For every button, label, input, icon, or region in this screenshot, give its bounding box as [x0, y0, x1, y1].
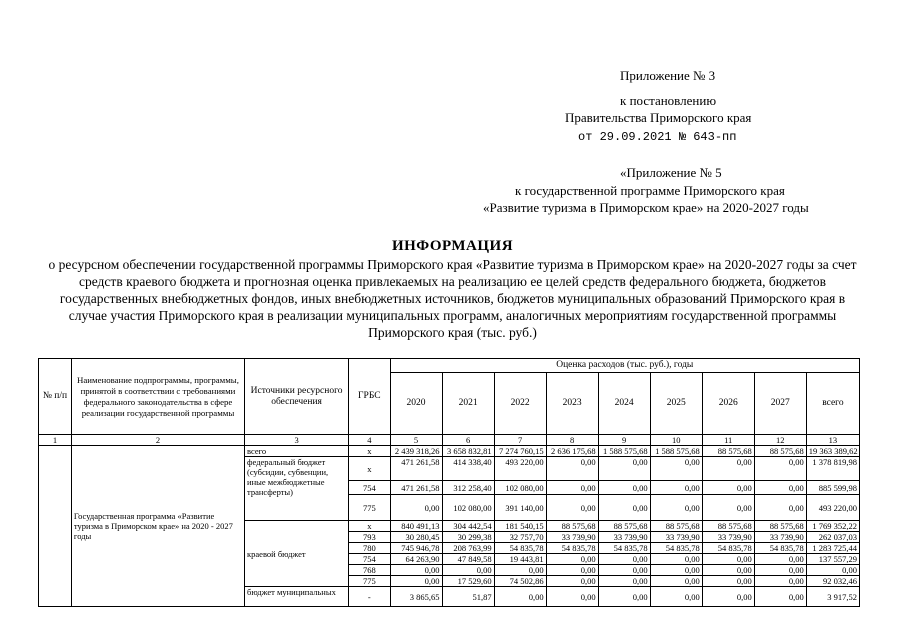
value-cell: 88 575,68	[650, 521, 702, 532]
value-cell: 33 739,90	[546, 532, 598, 543]
value-cell: 33 739,90	[702, 532, 754, 543]
value-cell: 0,00	[598, 554, 650, 565]
value-cell: 0,00	[754, 495, 806, 521]
value-cell: 64 263,90	[390, 554, 442, 565]
value-cell: 54 835,78	[598, 543, 650, 554]
value-cell: 3 658 832,81	[442, 446, 494, 457]
value-cell: 74 502,86	[494, 576, 546, 587]
document-title: ИНФОРМАЦИЯ	[391, 238, 514, 254]
index-cell: 7	[494, 435, 546, 446]
year-header: 2026	[702, 373, 754, 435]
value-cell: 0,00	[546, 576, 598, 587]
value-cell: 471 261,58	[390, 481, 442, 495]
col-header-name: Наименование подпрограммы, программы, принятой в соответствии с требованиями федерального законодательства в сфере реализации государственной программы	[71, 359, 244, 435]
value-cell: 0,00	[598, 565, 650, 576]
value-cell: 0,00	[650, 565, 702, 576]
value-cell: 2 636 175,68	[546, 446, 598, 457]
value-cell: 0,00	[754, 587, 806, 607]
grbs-cell: 775	[349, 576, 390, 587]
value-cell: 3 865,65	[390, 587, 442, 607]
value-cell: 2 439 318,26	[390, 446, 442, 457]
value-cell: 1 283 725,44	[806, 543, 859, 554]
value-cell: 0,00	[754, 481, 806, 495]
value-cell: 0,00	[650, 554, 702, 565]
value-cell: 54 835,78	[494, 543, 546, 554]
value-cell: 137 557,29	[806, 554, 859, 565]
source-total: всего	[245, 446, 349, 457]
value-cell: 0,00	[546, 481, 598, 495]
value-cell: 304 442,54	[442, 521, 494, 532]
value-cell: 0,00	[546, 554, 598, 565]
value-cell: 17 529,60	[442, 576, 494, 587]
value-cell: 0,00	[598, 481, 650, 495]
grbs-cell: 754	[349, 481, 390, 495]
value-cell: 0,00	[650, 481, 702, 495]
source-regional: краевой бюджет	[245, 521, 349, 587]
index-cell: 5	[390, 435, 442, 446]
value-cell: 0,00	[702, 565, 754, 576]
value-cell: 33 739,90	[598, 532, 650, 543]
value-cell: 0,00	[390, 576, 442, 587]
value-cell: 0,00	[702, 495, 754, 521]
grbs-cell: 780	[349, 543, 390, 554]
value-cell: 33 739,90	[754, 532, 806, 543]
value-cell: 0,00	[754, 554, 806, 565]
value-cell: 88 575,68	[702, 521, 754, 532]
index-cell: 9	[598, 435, 650, 446]
value-cell: 0,00	[598, 495, 650, 521]
index-cell: 1	[39, 435, 72, 446]
value-cell: 745 946,78	[390, 543, 442, 554]
source-federal: федеральный бюджет (субсидии, субвенции, иные межбюджетные трансферты)	[245, 457, 349, 521]
value-cell: 0,00	[702, 481, 754, 495]
value-cell: 0,00	[754, 457, 806, 481]
index-cell: 13	[806, 435, 859, 446]
appendix-label: Приложение № 3	[620, 68, 716, 83]
value-cell: 0,00	[546, 457, 598, 481]
col-header-estimate: Оценка расходов (тыс. руб.), годы	[390, 359, 859, 373]
value-cell: 54 835,78	[546, 543, 598, 554]
value-cell: 391 140,00	[494, 495, 546, 521]
value-cell: 88 575,68	[754, 446, 806, 457]
value-cell: 208 763,99	[442, 543, 494, 554]
value-cell: 1 588 575,68	[650, 446, 702, 457]
value-cell: 30 280,45	[390, 532, 442, 543]
col-header-num: № п/п	[39, 359, 72, 435]
year-header: 2023	[546, 373, 598, 435]
index-cell: 4	[349, 435, 390, 446]
value-cell: 262 037,03	[806, 532, 859, 543]
row-number-cell	[39, 446, 72, 607]
value-cell: 493 220,00	[806, 495, 859, 521]
source-municipal: бюджет муниципальных	[245, 587, 349, 607]
value-cell: 0,00	[390, 565, 442, 576]
value-cell: 0,00	[546, 495, 598, 521]
value-cell: 0,00	[494, 587, 546, 607]
value-cell: 88 575,68	[754, 521, 806, 532]
year-header: 2020	[390, 373, 442, 435]
to-resolution-label: к постановлению	[620, 93, 717, 108]
index-cell: 6	[442, 435, 494, 446]
value-cell: 54 835,78	[650, 543, 702, 554]
year-header: 2024	[598, 373, 650, 435]
value-cell: 0,00	[546, 565, 598, 576]
resource-table	[38, 358, 860, 607]
value-cell: 0,00	[442, 565, 494, 576]
value-cell: 181 540,15	[494, 521, 546, 532]
value-cell: 0,00	[598, 587, 650, 607]
year-header: 2021	[442, 373, 494, 435]
value-cell: 0,00	[650, 576, 702, 587]
value-cell: 0,00	[598, 576, 650, 587]
value-cell: 32 757,70	[494, 532, 546, 543]
value-cell: 1 769 352,22	[806, 521, 859, 532]
value-cell: 30 299,38	[442, 532, 494, 543]
value-cell: 102 080,00	[494, 481, 546, 495]
value-cell: 51,87	[442, 587, 494, 607]
index-cell: 12	[754, 435, 806, 446]
index-cell: 8	[546, 435, 598, 446]
grbs-cell: x	[349, 457, 390, 481]
grbs-cell: 775	[349, 495, 390, 521]
grbs-cell: -	[349, 587, 390, 607]
year-header: всего	[806, 373, 859, 435]
value-cell: 54 835,78	[702, 543, 754, 554]
value-cell: 493 220,00	[494, 457, 546, 481]
value-cell: 7 274 760,15	[494, 446, 546, 457]
grbs-cell: x	[349, 521, 390, 532]
value-cell: 1 588 575,68	[598, 446, 650, 457]
index-cell: 11	[702, 435, 754, 446]
value-cell: 0,00	[754, 565, 806, 576]
value-cell: 33 739,90	[650, 532, 702, 543]
value-cell: 47 849,58	[442, 554, 494, 565]
program-name-label: «Развитие туризма в Приморском крае» на 2020-2027 годы	[483, 200, 809, 215]
value-cell: 19 363 389,62	[806, 446, 859, 457]
index-cell: 10	[650, 435, 702, 446]
value-cell: 885 599,98	[806, 481, 859, 495]
value-cell: 0,00	[702, 587, 754, 607]
value-cell: 471 261,58	[390, 457, 442, 481]
program-title: Государственная программа «Развитие туризма в Приморском крае» на 2020 - 2027 годы	[71, 446, 244, 607]
grbs-cell: 754	[349, 554, 390, 565]
value-cell: 92 032,46	[806, 576, 859, 587]
value-cell: 0,00	[702, 457, 754, 481]
col-header-grbs: ГРБС	[349, 359, 390, 435]
value-cell: 0,00	[702, 554, 754, 565]
col-header-sources: Источники ресурсного обеспечения	[245, 359, 349, 435]
value-cell: 0,00	[650, 457, 702, 481]
grbs-cell: 768	[349, 565, 390, 576]
value-cell: 0,00	[702, 576, 754, 587]
index-cell: 2	[71, 435, 244, 446]
value-cell: 0,00	[546, 587, 598, 607]
value-cell: 19 443,81	[494, 554, 546, 565]
value-cell: 88 575,68	[702, 446, 754, 457]
year-header: 2027	[754, 373, 806, 435]
value-cell: 54 835,78	[754, 543, 806, 554]
grbs-cell: 793	[349, 532, 390, 543]
year-header: 2025	[650, 373, 702, 435]
value-cell: 0,00	[650, 587, 702, 607]
value-cell: 0,00	[650, 495, 702, 521]
value-cell: 3 917,52	[806, 587, 859, 607]
value-cell: 88 575,68	[546, 521, 598, 532]
date-number-label: от 29.09.2021 № 643-пп	[578, 130, 737, 144]
to-program-label: к государственной программе Приморского края	[515, 183, 785, 198]
year-header: 2022	[494, 373, 546, 435]
value-cell: 88 575,68	[598, 521, 650, 532]
index-cell: 3	[245, 435, 349, 446]
document-description: о ресурсном обеспечении государственной программы Приморского края «Развитие туризма в Приморском крае» на 2020-2027 годы за счет средств краевого бюджета и прогнозная оценка привлекаемых на реализацию ее целей средств федерального бюджета, бюджетов государственных внебюджетных фондов, иных внебюджетных источников, бюджетов муниципальных образований Приморского края в случае участия Приморского края в реализации муниципальных программ, аналогичных мероприятиям государственной программы Приморского края (тыс. руб.)	[48, 257, 857, 340]
government-label: Правительства Приморского края	[565, 110, 752, 125]
value-cell: 840 491,13	[390, 521, 442, 532]
value-cell: 1 378 819,98	[806, 457, 859, 481]
value-cell: 0,00	[754, 576, 806, 587]
value-cell: 0,00	[806, 565, 859, 576]
value-cell: 0,00	[390, 495, 442, 521]
value-cell: 0,00	[494, 565, 546, 576]
value-cell: 0,00	[598, 457, 650, 481]
grbs-cell: x	[349, 446, 390, 457]
appendix5-label: «Приложение № 5	[620, 165, 722, 180]
value-cell: 102 080,00	[442, 495, 494, 521]
value-cell: 312 258,40	[442, 481, 494, 495]
value-cell: 414 338,40	[442, 457, 494, 481]
